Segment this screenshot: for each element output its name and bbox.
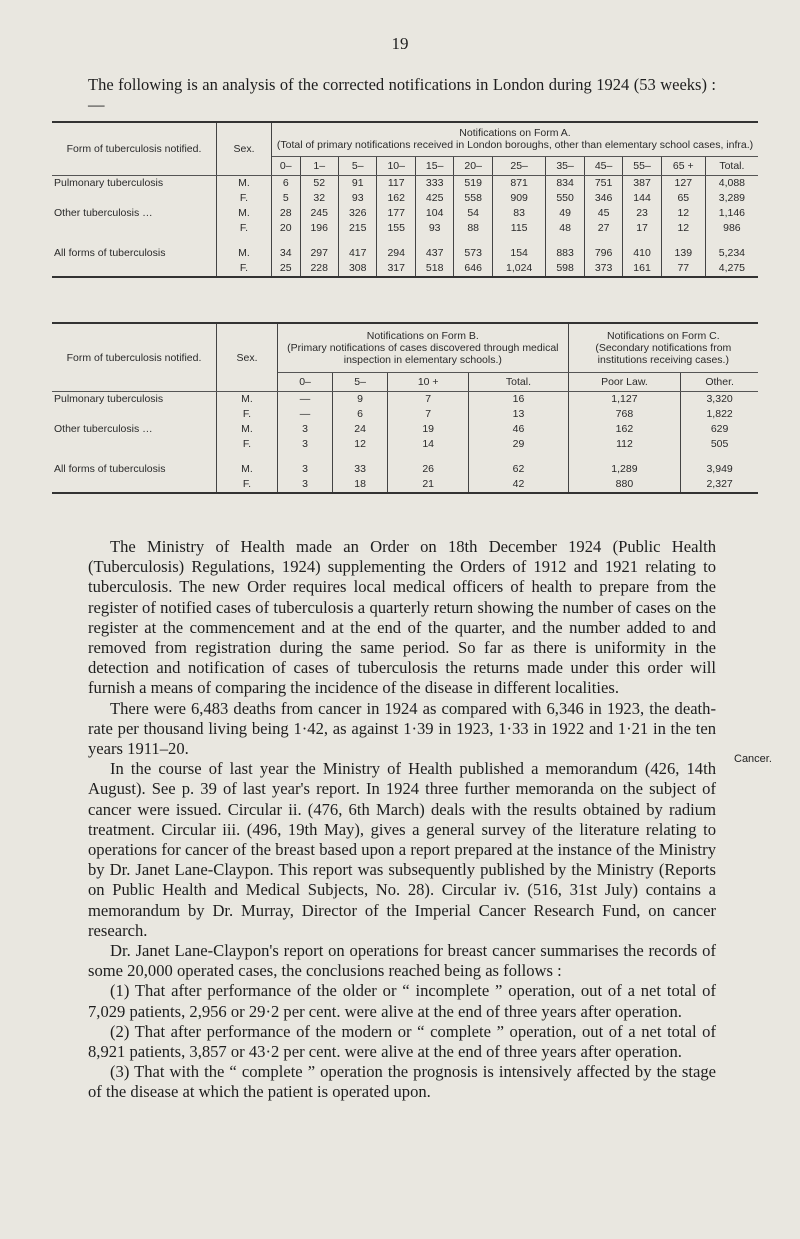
table-cell: 558 — [454, 191, 492, 206]
table-row — [52, 246, 758, 261]
table-cell: 417 — [338, 246, 376, 261]
table-cell: 880 — [568, 477, 681, 493]
table-cell: 796 — [584, 246, 622, 261]
row-sex: M. — [217, 206, 272, 221]
table-cell: 127 — [661, 176, 705, 192]
table-cell: 144 — [623, 191, 661, 206]
table-cell: 550 — [546, 191, 584, 206]
table-cell: 29 — [469, 437, 568, 452]
table-cell: 46 — [469, 422, 568, 437]
table-cell: 3,320 — [706, 393, 733, 405]
spacer-cell — [217, 452, 278, 462]
table-cell: 505 — [710, 438, 729, 450]
table-cell: 871 — [492, 176, 545, 192]
table-cell: 6 — [333, 407, 388, 422]
table-cell: 139 — [661, 246, 705, 261]
form-b-group-header — [278, 323, 569, 373]
column-header: 5– — [338, 157, 376, 176]
table-cell: 33 — [333, 462, 388, 477]
spacer-row — [52, 452, 758, 462]
table-cell: 26 — [388, 462, 469, 477]
table-row — [52, 462, 758, 477]
spacer-cell — [661, 236, 705, 246]
table-cell: 112 — [568, 437, 681, 452]
list-item: (3) That with the “ complete ” operation the prognosis is intensively affected by the stage of the disease at which the patient is operated upon. — [88, 1062, 716, 1102]
row-label — [52, 407, 217, 422]
table-cell: 12 — [333, 437, 388, 452]
table-cell: 25 — [272, 261, 301, 277]
table-cell: 155 — [377, 221, 415, 236]
table-row — [52, 407, 758, 422]
row-label: All forms of tuberculosis — [52, 462, 217, 477]
page-number: 19 — [391, 34, 409, 53]
spacer-cell — [584, 236, 622, 246]
table-cell: 1,146 — [718, 207, 746, 219]
table-cell: 518 — [415, 261, 453, 277]
column-header: 25– — [492, 157, 545, 176]
row-sex: F. — [217, 477, 278, 493]
table-cell: 598 — [546, 261, 584, 277]
table-row — [52, 191, 758, 206]
form-b-title: Notifications on Form B. — [366, 330, 479, 342]
row-sex: F. — [217, 407, 278, 422]
table-cell: 3,949 — [706, 463, 733, 475]
table-cell: 154 — [492, 246, 545, 261]
table-cell: 909 — [492, 191, 545, 206]
row-label: Other tuberculosis … — [52, 206, 217, 221]
spacer-cell — [388, 452, 469, 462]
table-cell: 6 — [272, 176, 301, 192]
table-cell: 437 — [415, 246, 453, 261]
table-cell: 5 — [272, 191, 301, 206]
table-cell: 3 — [278, 437, 333, 452]
table-cell: 21 — [388, 477, 469, 493]
row-label — [52, 221, 217, 236]
table-row — [52, 437, 758, 452]
table-cell: 45 — [584, 206, 622, 221]
intro-text: The following is an analysis of the corrected notifications in London during 1924 (53 weeks) :— — [88, 75, 716, 114]
table-cell: 52 — [300, 176, 338, 192]
table-cell: 24 — [333, 422, 388, 437]
col-form-header: Form of tuberculosis notified. — [52, 122, 217, 176]
spacer-row — [52, 236, 758, 246]
row-sex: F. — [217, 261, 272, 277]
column-header: 55– — [623, 157, 661, 176]
column-header: 0– — [272, 157, 301, 176]
table-cell: 62 — [469, 462, 568, 477]
row-sex: F. — [217, 191, 272, 206]
column-header: 0– — [278, 373, 333, 392]
table-cell: 83 — [492, 206, 545, 221]
column-header: 10 + — [388, 373, 469, 392]
table-cell: 12 — [661, 206, 705, 221]
spacer-cell — [52, 236, 217, 246]
table-cell: 4,088 — [718, 177, 746, 189]
table-cell: 387 — [623, 176, 661, 192]
column-header: Total. — [469, 373, 568, 392]
row-label — [52, 261, 217, 277]
list-item: (1) That after performance of the older or “ incomplete ” operation, out of a net total of 7,029 patients, 2,956 or 29·2 per cent. were alive at the end of three years after operation. — [88, 981, 716, 1021]
table-cell: 13 — [469, 407, 568, 422]
form-a-group-header — [272, 122, 759, 157]
table-cell: 751 — [584, 176, 622, 192]
row-sex: M. — [217, 246, 272, 261]
column-header: Poor Law. — [568, 373, 681, 392]
row-sex: M. — [217, 392, 278, 408]
table-cell: 65 — [661, 191, 705, 206]
table-row — [52, 422, 758, 437]
column-header: 5– — [333, 373, 388, 392]
table-cell: 333 — [415, 176, 453, 192]
spacer-cell — [52, 452, 217, 462]
table-cell: 88 — [454, 221, 492, 236]
table-cell: 294 — [377, 246, 415, 261]
table-cell: 3 — [278, 422, 333, 437]
table-cell: 104 — [415, 206, 453, 221]
table-cell: 425 — [415, 191, 453, 206]
paragraph: In the course of last year the Ministry of Health published a memorandum (426, 14th August). See p. 39 of last year's report. In 1924 three further memoranda on the subject of cancer were issued. Circular ii. (476, 6th March) deals with the results obtained by radium treatment. Circular iii. (496, 19th May), gives a general survey of the literature relating to operations for cancer of the breast based upon a report prepared at the instance of the Ministry by Dr. Janet Lane-Claypon. This report was subsequently published by the Ministry (Reports on Public Health and Medical Subjects, No. 28). Circular iv. (516, 31st July) contains a memorandum by Dr. Murray, Director of the Imperial Cancer Research Fund, on cancer research. — [88, 759, 716, 940]
form-b-subtitle: (Primary notifications of cases discovered through medical inspection in elementary schools.) — [287, 342, 559, 366]
table-cell: 834 — [546, 176, 584, 192]
table-cell: 23 — [623, 206, 661, 221]
row-sex: F. — [217, 437, 278, 452]
table-cell: 215 — [338, 221, 376, 236]
table-cell: 16 — [469, 392, 568, 408]
table-cell: 573 — [454, 246, 492, 261]
spacer-cell — [377, 236, 415, 246]
table-cell: 162 — [568, 422, 681, 437]
table-cell: 308 — [338, 261, 376, 277]
table-cell: 297 — [300, 246, 338, 261]
list-item: (2) That after performance of the modern or “ complete ” operation, out of a net total of 8,921 patients, 3,857 or 43·2 per cent. were alive at the end of three years after operation. — [88, 1021, 716, 1062]
form-a-subtitle: (Total of primary notifications received in London boroughs, other than elementary school cases, infra.) — [276, 139, 754, 151]
table-cell: 34 — [272, 246, 301, 261]
table-cell: 646 — [454, 261, 492, 277]
form-c-title: Notifications on Form C. — [607, 330, 720, 342]
table-cell: 373 — [584, 261, 622, 277]
column-header: 15– — [415, 157, 453, 176]
table-cell: 162 — [377, 191, 415, 206]
spacer-cell — [272, 236, 301, 246]
table-cell: 93 — [415, 221, 453, 236]
table-cell: 245 — [300, 206, 338, 221]
margin-note-cancer: Cancer. — [734, 753, 772, 765]
table-cell: 768 — [568, 407, 681, 422]
spacer-cell — [492, 236, 545, 246]
row-label: Other tuberculosis … — [52, 422, 217, 437]
spacer-cell — [338, 236, 376, 246]
form-c-subtitle: (Secondary notifications from institutions receiving cases.) — [595, 342, 732, 366]
table-cell: 9 — [333, 392, 388, 408]
row-sex: M. — [217, 462, 278, 477]
column-header: 20– — [454, 157, 492, 176]
spacer-cell — [681, 452, 758, 462]
column-header: 10– — [377, 157, 415, 176]
paragraph: Dr. Janet Lane-Claypon's report on operations for breast cancer summarises the records of some 20,000 operated cases, the conclusions reached being as follows : — [88, 941, 716, 981]
column-header: 1– — [300, 157, 338, 176]
table-cell: 17 — [623, 221, 661, 236]
row-label: All forms of tuberculosis — [52, 246, 217, 261]
table-cell: 91 — [338, 176, 376, 192]
table-cell: 4,275 — [705, 261, 758, 277]
table-cell: 228 — [300, 261, 338, 277]
table-cell: 3 — [278, 462, 333, 477]
spacer-cell — [469, 452, 568, 462]
table-cell: 1,127 — [568, 392, 681, 408]
spacer-cell — [333, 452, 388, 462]
row-sex: M. — [217, 176, 272, 192]
column-header: 45– — [584, 157, 622, 176]
table-cell: 14 — [388, 437, 469, 452]
table-cell: 20 — [272, 221, 301, 236]
table-cell: 49 — [546, 206, 584, 221]
table-cell: 629 — [710, 423, 729, 435]
row-sex: M. — [217, 422, 278, 437]
table-row — [52, 261, 758, 277]
spacer-cell — [278, 452, 333, 462]
table-cell: 42 — [469, 477, 568, 493]
body-text — [88, 537, 716, 1103]
paragraph: The Ministry of Health made an Order on 18th December 1924 (Public Health (Tuberculosis) Regulations, 1924) supplementing the Orders of 1912 and 1921 relating to tuberculosis. The new Order requires local medical officers of health to prepare from the register of notified cases of tuberculosis a quarterly return showing the number of cases on the register at the commencement and at the end of the quarter, and the number added to and removed from registration during the same period. So far as there is uniformity in the detection and notification of cases of tuberculosis the returns made under this order will furnish a means of comparing the incidence of the disease in different localities. — [88, 537, 716, 698]
column-header: Other. — [681, 373, 758, 392]
table-cell: 7 — [388, 392, 469, 408]
column-header: 65 + — [661, 157, 705, 176]
table-cell: 32 — [300, 191, 338, 206]
table-cell: — — [278, 407, 333, 422]
form-a-table — [52, 121, 758, 278]
table-row — [52, 206, 758, 221]
table-cell: 3 — [278, 477, 333, 493]
spacer-cell — [300, 236, 338, 246]
spacer-cell — [454, 236, 492, 246]
spacer-cell — [705, 236, 758, 246]
table-cell: 986 — [723, 222, 741, 234]
table-row — [52, 477, 758, 493]
table-cell: 883 — [546, 246, 584, 261]
table-cell: 2,327 — [681, 477, 758, 493]
table-cell: 18 — [333, 477, 388, 493]
row-label — [52, 191, 217, 206]
row-label — [52, 437, 217, 452]
table-cell: 48 — [546, 221, 584, 236]
table-cell: 12 — [661, 221, 705, 236]
column-header: Total. — [705, 157, 758, 176]
spacer-cell — [415, 236, 453, 246]
table-row — [52, 221, 758, 236]
row-label: Pulmonary tuberculosis — [52, 176, 217, 192]
col-sex-header: Sex. — [217, 323, 278, 392]
form-a-title: Notifications on Form A. — [459, 127, 571, 139]
spacer-cell — [217, 236, 272, 246]
table-row — [52, 176, 758, 192]
table-cell: 28 — [272, 206, 301, 221]
row-label: Pulmonary tuberculosis — [52, 392, 217, 408]
table-cell: 177 — [377, 206, 415, 221]
col-form-header: Form of tuberculosis notified. — [52, 323, 217, 392]
form-b-c-table — [52, 322, 758, 494]
table-cell: 5,234 — [718, 247, 746, 259]
table-cell: 93 — [338, 191, 376, 206]
table-cell: 7 — [388, 407, 469, 422]
table-cell: 27 — [584, 221, 622, 236]
table-cell: 1,289 — [568, 462, 681, 477]
table-cell: 19 — [388, 422, 469, 437]
row-label — [52, 477, 217, 493]
table-cell: 115 — [492, 221, 545, 236]
table-cell: 196 — [300, 221, 338, 236]
spacer-cell — [623, 236, 661, 246]
table-cell: — — [278, 392, 333, 408]
table-cell: 519 — [454, 176, 492, 192]
col-sex-header: Sex. — [217, 122, 272, 176]
table-cell: 317 — [377, 261, 415, 277]
table-cell: 161 — [623, 261, 661, 277]
paragraph: There were 6,483 deaths from cancer in 1924 as compared with 6,346 in 1923, the death-rate per thousand living being 1·42, as against 1·39 in 1923, 1·33 in 1922 and 1·21 in the ten years 1911–20. — [88, 698, 716, 759]
table-cell: 1,024 — [492, 261, 545, 277]
table-cell: 346 — [584, 191, 622, 206]
table-row — [52, 392, 758, 408]
table-cell: 410 — [623, 246, 661, 261]
column-header: 35– — [546, 157, 584, 176]
spacer-cell — [568, 452, 681, 462]
table-cell: 117 — [377, 176, 415, 192]
table-cell: 77 — [661, 261, 705, 277]
table-cell: 3,289 — [718, 192, 746, 204]
table-cell: 326 — [338, 206, 376, 221]
spacer-cell — [546, 236, 584, 246]
table-cell: 1,822 — [706, 408, 733, 420]
row-sex: F. — [217, 221, 272, 236]
form-c-group-header — [568, 323, 758, 373]
table-cell: 54 — [454, 206, 492, 221]
